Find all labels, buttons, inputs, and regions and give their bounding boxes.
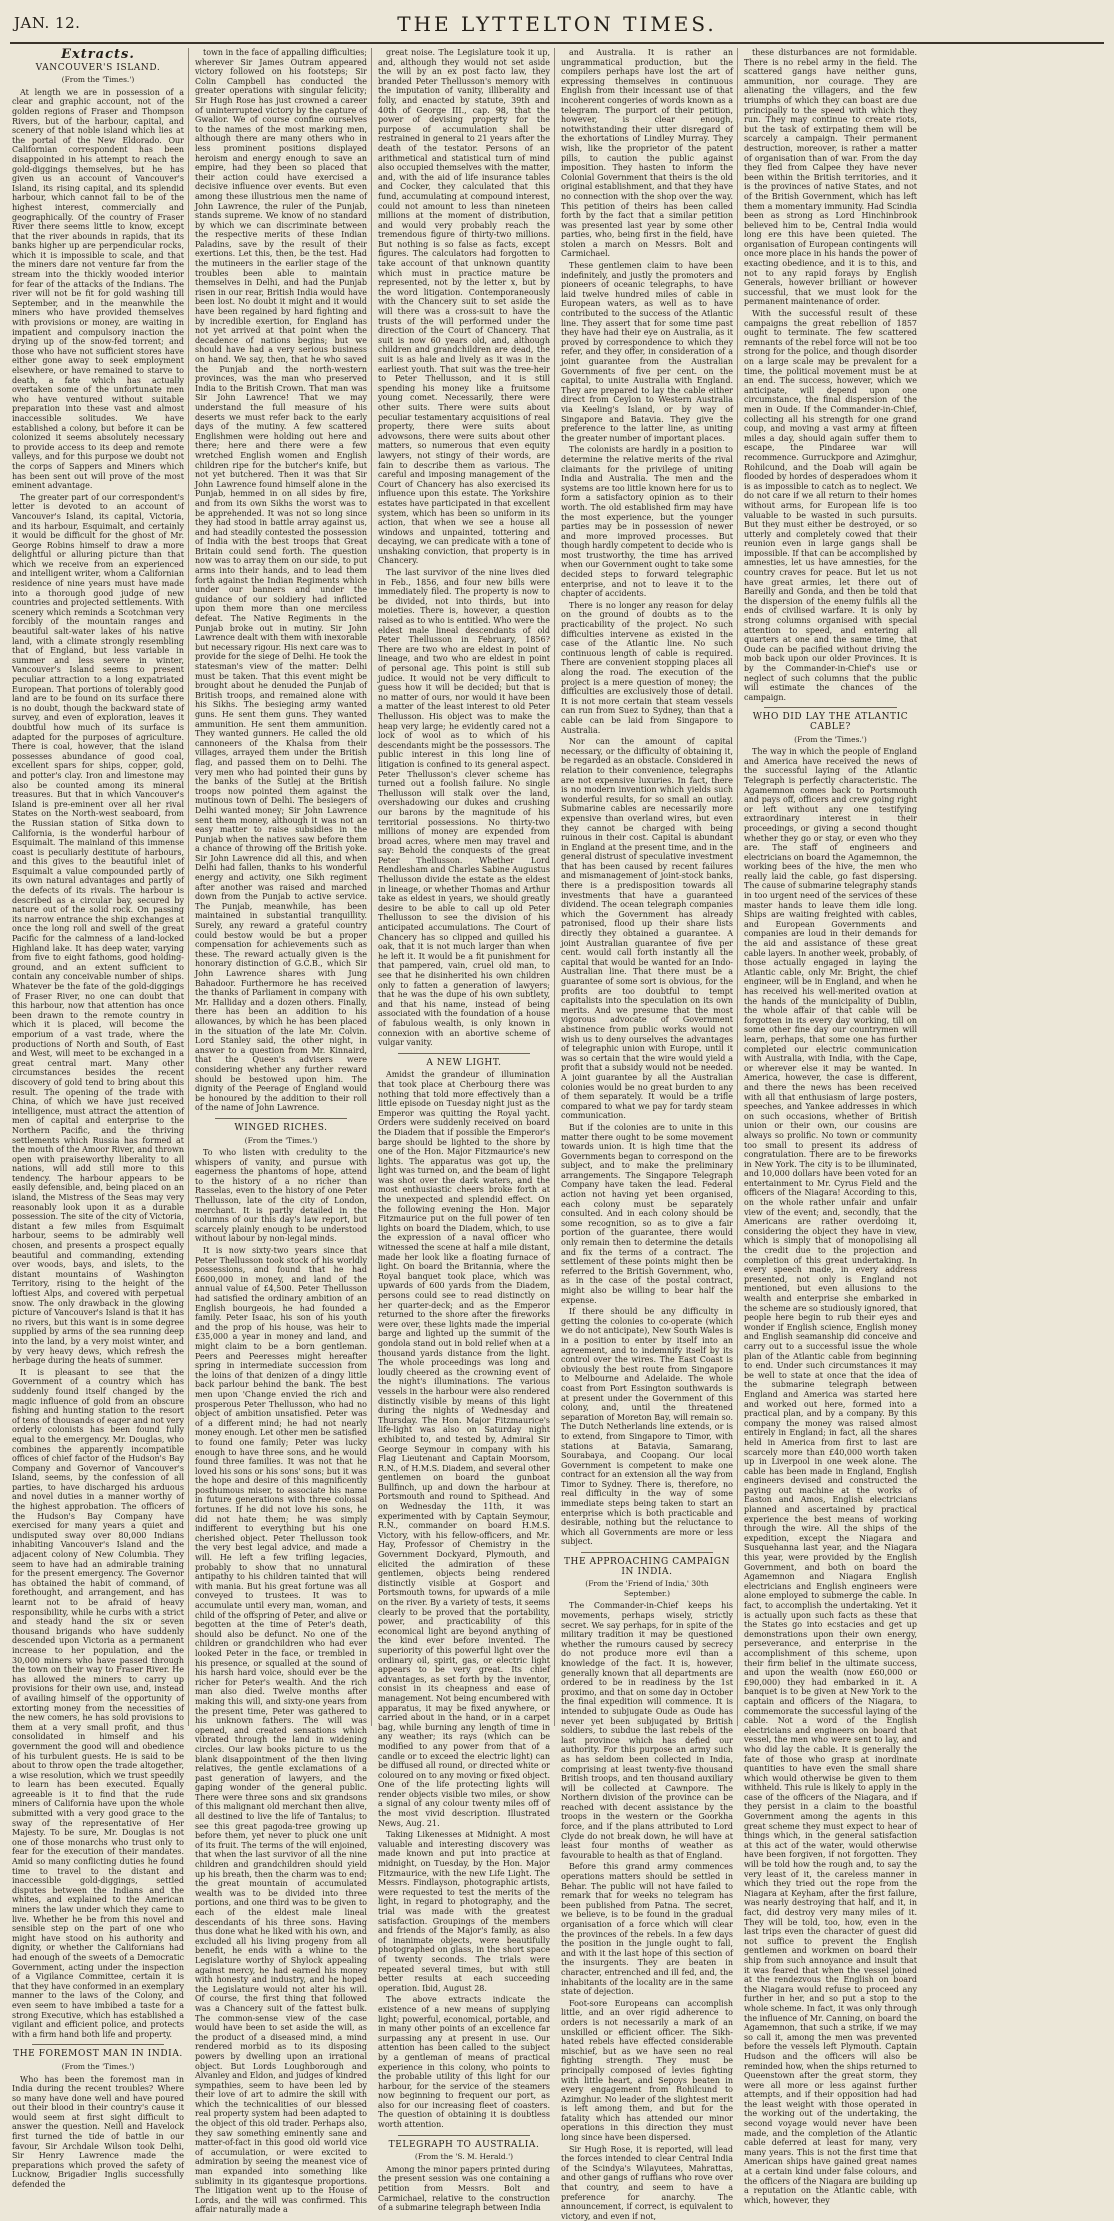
article-paragraph: There is no longer any reason for delay on the ground of doubts as to the practicability of the project. No such difficulties intervene as existed in the case of the Atlantic line. No such continuous length of cable is required. There are convenient stopping places all along the road. The execution of the project is a mere question of money; the difficulties are exclusively those of detail. It is not more certain that steam vessels can run from Suez to Sydney, than that a cable can be laid from Singapore to Australia. [561, 600, 733, 735]
article-paragraph: The last survivor of the nine lives died in Feb., 1856, and four new bills were immediately filed. The property is now to be divided, not into thirds, but into moieties. There is, however, a question raised as to who is entitled. Who were the eldest male lineal descendants of old Peter Thellusson in February, 1856? There are two who are eldest in point of lineage, and two who are eldest in point of personal age. This point is still sub judice. It would not be very difficult to guess how it will be decided; but that is no matter of ours, nor would it have been a matter of the least interest to old Peter Thellusson. His object was to make the heap very large; he evidently cared not a lock of wool as to which of his descendants might be the possessors. The public interest in this long line of litigation is confined to its general aspect. Peter Thellusson's clever scheme has turned out a foolish failure. No single Thellusson will stalk over the land, overshadowing our dukes and crushing our barons by the magnitude of his territorial possessions. No thirty-two millions of money are expended from broad acres, where men may travel and say: Behold the conquests of the great Peter Thellusson. Whether Lord Rendlesham and Charles Sabine Augustus Thellusson divide the estate as the eldest in lineage, or whether Thomas and Arthur take as eldest in years, we should greatly desire to be able to call up old Peter Thellusson to see the division of his anticipated accumulations. The Court of Chancery has so clipped and quilled his oak, that it is not much larger than when he left it. It would be a fit punishment for that pampered, vain, cruel old man, to see that he disinherited his own children only to fatten a generation of lawyers; that he was the dupe of his own subtlety, and that his name, instead of being associated with the foundation of a house of fabulous wealth, is only known in connexion with an abortive scheme of vulgar vanity. [378, 568, 551, 1048]
article-paragraph: great noise. The Legislature took it up, and, although they would not set aside the will by an ex post facto law, they branded Peter Thellusson's memory with the imputation of vanity, illiberality and folly, and enacted by statute, 39th and 40th of George III., cap. 98, that the power of devising property for the purpose of accumulation shall be restrained in general to 21 years after the death of the testator. Persons of an arithmetical and statistical turn of mind also occupied themselves with the matter, and, with the aid of life insurance tables and Cocker, they calculated that this fund, accumulating at compound interest, could not amount to less than nineteen millions at the moment of distribution, and would very probably reach the tremendous figure of thirty-two millions. But nothing is so false as facts, except figures. The calculators had forgotten to take account of that unknown quantity which must in practice mature be represented, not by the letter x, but by the word litigation. Contemporaneously with the Chancery suit to set aside the will there was a cross-suit to have the trusts of the will performed under the direction of the Court of Chancery. That suit is now 60 years old, and, although children and grandchildren are dead, the suit is as hale and lively as it was in the earliest youth. That suit was the tree-heir to Peter Thellusson, and it is still spending his money like a fruitsome young comet. Necessarily, there were other suits. There were suits about peculiar testamentary acquisitions of real property, there were suits about advowsons, there were suits about other matters, so numerous that even equity lawyers, not stingy of their words, are fain to describe them as various. The careful and imposing management of the Court of Chancery has also exercised its influence upon this estate. The Yorkshire estates have participated in that excellent system, which has been so uniform in its action, that when we see a house all windows and unpainted, tottering and decaying, we can predicate with a tone of unshaking conviction, that property is in Chancery. [378, 48, 550, 566]
section-divider [32, 2044, 164, 2045]
article-heading: THE FOREMOST MAN IN INDIA. [13, 2049, 183, 2060]
article-paragraph: Nor can the amount of capital necessary, or the difficulty of obtaining it, be regarded as an obstacle. Considered in relation to their convenience, telegraphs are not expensive luxuries. In fact, there is no modern invention which yields such wonderful results, for so small an outlay. Submarine cables are necessarily more expensive than overland wires, but even they cannot be charged with being ruinous in their cost. Capital is abundant in England at the present time, and in the general distrust of speculative investment that has been caused by recent failures and mismanagement of joint-stock banks, there is a predisposition towards all investments that have a guaranteed dividend. The ocean telegraph companies which the Government has already patronised, flood up their share lists directly they obtained a guarantee. A joint Australian guarantee of five per cent. would call forth instantly all the capital that would be wanted for an Indo-Australian line. That there must be a guarantee of some sort is obvious, for the profits are too doubtful to tempt capitalists into the speculation on its own merits. And we presume that the most vigorous advocate of Government abstinence from public works would not wish us to deny ourselves the advantages of telegraphic union with Europe, until it was so certain that the wire would yield a profit that a subsidy would not be needed. A joint guarantee by all the Australian colonies would be no great burden to any of them separately. It would be a trifle compared to what we pay for tardy steam communication. [561, 737, 733, 1121]
article-source: (From the 'Friend of India,' 30th September.) [585, 1579, 709, 1598]
article-paragraph: With the successful result of these campaigns the great rebellion of 1857 ought to terminate. The few scattered remnants of the rebel force will not be too strong for the police, and though disorder on a large scale may be prevalent for a time, the political movement must be at an end. The success, however, which we anticipate, will depend upon one circumstance, the final dispersion of the men in Oude. If the Commander-in-Chief, collecting all his strength for one grand coup, and moving a vast army at fifteen miles a day, should again suffer them to escape, the Pindaree war will recommence. Gurruckpore and Azimghur, Rohilcund, and the Doab will again be flooded by hordes of desperadoes whom it is as impossible to catch as to neglect. We do not care if we all return to their homes without arms, for European life is too valuable to be wasted in such pursuits. But they must either be destroyed, or so utterly and completely cowed that their reunion even in large gangs shall be impossible. If that can be accomplished by amnesties, let us have amnesties, for the country craves for peace. But let us not have great armies, let there out of Bareilly and Gonda, and then be told that the dispersion of the enemy fulfils all the ends of civilised warfare. It is only by strong columns organised with special attention to speed, and entering all quarters at one and the same time, that Oude can be pacified without driving the mob back upon our older Provinces. It is by the Commander-in-Chief's use or neglect of such columns that the public will estimate the chances of the campaign. [744, 309, 917, 702]
article-paragraph: Amidst the grandeur of illumination that took place at Cherbourg there was nothing that told more effectively than a little episode on Tuesday night just as the Emperor was quitting the Royal yacht. Orders were suddenly received on board the Diadem that if possible the Emperor's barge should be lighted to the shore by one of the Hon. Major Fitzmaurice's new lights. The apparatus was got up, the light was turned on, and the beam of light was shot over the dark waters, and the most enthusiastic cheers broke forth at the unexpected and splendid effect. On the following evening the Hon. Major Fitzmaurice put on the full power of ten lights on board the Diadem, which, to use the expression of a naval officer who witnessed the scene at half a mile distant, made her look like a floating furnace of light. On board the Britannia, where the Royal banquet took place, which was upwards of 600 yards from the Diadem, persons could see to read distinctly on her quarter-deck; and as the Emperor returned to the shore after the fireworks were over, these lights made the imperial barge and lighted up the summit of the gondola stand out in bold relief when at a thousand yards distance from the light. The whole proceedings was long and loudly cheered as the crowning event of the night's illuminations. The various vessels in the harbour were also rendered distinctly visible by means of this light during the nights of Wednesday and Thursday. The Hon. Major Fitzmaurice's life-light was also on Saturday night exhibited to, and tested by, Admiral Sir George Seymour in company with his Flag Lieutenant and Captain Moorsom, R.N., of H.M.S. Diadem, and several other gentlemen on board the gunboat Bullfinch, up and down the harbour at Portsmouth and round to Spithead. And on Wednesday the 11th, it was experimented with by Captain Seymour, R.N., commander on board H.M.S. Victory, with his fellow-officers, and Mr. Hay, Professor of Chemistry in the Government Dockyard, Plymouth, and elicited the admiration of these gentlemen, objects being rendered distinctly visible at Gosport and Portsmouth towns, for upwards of a mile on the river. By a variety of tests, it seems clearly to be proved that the portability, power, and practicability of this economical light are beyond anything of the kind ever before invented. The superiority of this powerful light over the ordinary oil, spirit, gas, or electric light appears to be very great. Its chief advantages, as set forth by the inventor, consist in its cheapness and ease of management. Not being encumbered with apparatus, it may be fixed anywhere, or carried about in the hand, or in a carpet bag, while burning any length of time in any weather; its rays (which can be modified to any power from that of a candle or to exceed the electric light) can be diffused all round, or directed white or coloured on to any moving or fixed object. One of the life protecting lights will render objects visible two miles, or show a signal of any colour twenty miles off of the most vivid description. Illustrated News, Aug. 21. [378, 1070, 550, 1828]
column-2 [195, 48, 372, 2215]
article-paragraph: town in the face of appalling difficulties; wherever Sir James Outram appeared victory followed on his footsteps; Sir Colin Campbell has conducted the greater operations with singular felicity; Sir Hugh Rose has just crowned a career of uninterrupted victory by the capture of Gwalior. We of course confine ourselves to the names of the most marking men, although there are many others who in less prominent positions displayed heroism and energy enough to save an empire, had they been so placed that their action could have exercised a decisive influence over events. But even among these illustrious men the name of John Lawrence, the ruler of the Punjab, stands supreme. We know of no standard by which we can discriminate between the respective merits of these Indian Paladins, save by the result of their exertions. Let this, then, be the test. Had the mutineers in the earlier stage of the troubles been able to maintain themselves in Delhi, and had the Punjab risen in our rear, British India would have been lost. No doubt it might and it would have been regained by hard fighting and by incredible exertion, for England has not yet arrived at that point when the decadence of nations begins; but we should have had a very serious business on hand. We say, then, that he who saved the Punjab and the north-western provinces, was the man who preserved India to the British Crown. That man was Sir John Lawrence! That we may understand the full measure of his deserts we must refer back to the early days of the mutiny. A few scattered Englishmen were holding out here and there; here and there were a few wretched English women and English children ripe for the butcher's knife, but not yet butchered. Then it was that Sir John Lawrence found himself alone in the Punjab, hemmed in on all sides by fire, and from its own Sikhs the worst was to be apprehended. It was not so long since they had stood in battle array against us, and had steadily contested the possession of India with the best troops that Great Britain could send forth. The question now was to array them on our side, to put arms into their hands, and to lead them forth against the Indian Regiments which under our banners and under the guidance of our soldiery had inflicted upon them more than one merciless defeat. The Native Regiments in the Punjab broke out in mutiny. Sir John Lawrence dealt with them with inexorable but necessary rigour. His next care was to provide for the siege of Delhi. He took the statesman's view of the matter: Delhi must be taken. That this event might be brought about he denuded the Punjab of British troops, and remained alone with his Sikhs. The besieging army wanted guns. He sent them guns. They wanted ammunition. He sent them ammunition. They wanted gunners. He called the old cannoneers of the Khalsa from their villages, arrayed them under the British flag, and passed them on to Delhi. The very men who had pointed their guns by the banks of the Sutlej at the British troops now pointed them against the mutinous town of Delhi. The besiegers of Delhi wanted money; Sir John Lawrence sent them money, although it was not an easy matter to raise subsidies in the Punjab when the natives saw before them a chance of throwing off the British yoke. Sir John Lawrence did all this, and when Delhi had fallen, thanks to his wonderful energy and activity, one Sikh regiment after another was raised and marched down from the Punjab to active service. The Punjab, meanwhile, has been maintained in substantial tranquillity. Surely, any reward a grateful country could bestow would be but a proper compensation for achievements such as these. The reward actually given is the honorary distinction of G.C.B., which Sir John Lawrence shares with Jung Bahadoor. Furthermore he has received the thanks of Parliament in company with Mr. Halliday and a dozen others. Finally, there has been an addition to his allowances, by which he has been placed in the situation of the late Mr. Colvin. Lord Stanley said, the other night, in answer to a question from Mr. Kinnaird, that the Queen's advisers were considering whether any further reward should be bestowed upon him. The dignity of the Peerage of England would be honoured by the addition to their roll of the name of John Lawrence. [195, 48, 367, 1113]
newspaper-title: THE LYTTELTON TIMES. [397, 12, 717, 36]
article-paragraph: The Commander-in-Chief keeps his movements, perhaps wisely, strictly secret. We say perhaps, for in spite of the military tradition it may be questioned whether the rumours caused by secrecy do not produce more evil than a knowledge of the fact. It is, however, generally known that all departments are ordered to be in readiness by the 1st proximo, and that on some day in October the final expedition will commence. It is intended to subjugate Oude as Oude has never yet been subjugated by British soldiers, to subdue the last rebels of the last province which has defied our authority. For this purpose an army such as has seldom been collected in India, comprising at least twenty-five thousand British troops, and ten thousand auxiliary will be collected at Cawnpore. The Northern division of the province can be reached with decent assistance by the troops in the western or the Goorkha force, and if the plans attributed to Lord Clyde do not break down, he will have at least four months of weather as favourable to health as that of England. [561, 1601, 733, 1860]
article-source: (From the 'S. M. Herald.') [414, 2152, 514, 2162]
article-paragraph: These gentlemen claim to have been indefinitely, and justly the promoters and pioneers of oceanic telegraphs, to have laid twelve hundred miles of cable in European waters, as well as to have contributed to the success of the Atlantic line. They assert that for some time past they have had their eye on Australia, as it proved by correspondence to which they refer, and they offer, in consideration of a joint guarantee from the Australian Governments of five per cent. on the capital, to unite Australia with England. They are prepared to lay the cable either direct from Ceylon to Western Australia via Keeling's Island, or by way of Singapore and Batavia. They give the preference to the latter line, as uniting the greater number of important places. [561, 261, 733, 443]
column-3 [378, 48, 555, 2213]
article-paragraph: Who has been the foremost man in India during the recent troubles? Where so many have done well and have poured out their blood in their country's cause it would seem at first sight difficult to answer the question. Neill and Havelock first turned the tide of battle in our favour, Sir Archdale Wilson took Delhi, Sir Henry Lawrence made the preparations which proved the safety of Lucknow, Brigadier Inglis successfully defended the [12, 2074, 184, 2190]
article-paragraph: Taking Likenesses at Midnight. A most valuable and interesting discovery was made known and put into practice at midnight, on Tuesday, by the Hon. Major Fitzmaurice, with the new Life Light. The Messrs. Findlayson, photographic artists, were requested to test the merits of the light, in regard to photography, and the trial was made with the greatest satisfaction. Groupings of the members and friends of the Major's family, as also of inanimate objects, were beautifully photographed on glass, in the short space of twenty seconds. The trials were repeated several times, but with still better results at each succeeding operation. Ibid, August 28. [378, 1830, 550, 1993]
article-heading: VANCOUVER'S ISLAND. [35, 62, 161, 73]
article-paragraph: The above extracts indicate the existence of a new means of supplying light; powerful, economical, portable, and in many other points of an excellence far surpassing any at present in use. Our attention has been called to the subject by a gentleman of means of practical experience in this colony, who points to the probable utility of this light for our harbour, for the service of the steamers now beginning to frequent our port, as also for our increasing fleet of coasters. The question of obtaining it is doubtless worth attention. [378, 1995, 550, 2130]
column-4 [561, 48, 738, 2221]
article-paragraph: At length we are in possession of a clear and graphic account, not of the golden regions of Fraser and Thompson Rivers, but of the harbour, capital, and scenery of that noble island which lies at the portal of the New Eldorado. Our Californian correspondent has been disappointed in his attempt to reach the gold-diggings themselves, but he has given us an account of Vancouver's Island, its rising capital, and its splendid harbour, which cannot fail to be of the highest interest, commercially and geographically. Of the country of Fraser River there seems little to know, except that the river abounds in rapids, that its banks higher up are perpendicular rocks, which it is impossible to scale, and that the miners dare not venture far from the stream into the thickly wooded interior for fear of the attacks of the Indians. The river will not be fit for gold washing till September, and in the meanwhile the miners who have provided themselves with provisions or money, are waiting in impatient and compulsory inaction the drying up of the snow-fed torrent; and those who have not sufficient stores have either gone away to seek employment elsewhere, or have remained to starve to death, a fate which has actually overtaken some of the unfortunate men who have ventured without suitable preparation into these vast and almost inaccessible solitudes. We have established a colony, but before it can be colonized it seems absolutely necessary to provide access to its deep and remote valleys, and for this purpose we doubt not the corps of Sappers and Miners which has been sent out will prove of the most eminent advantage. [12, 87, 184, 491]
masthead [0, 0, 1114, 44]
article-paragraph: these disturbances are not formidable. There is no rebel army in the field. The scattered gangs have neither guns, ammunition, nor courage. They are alienating the villagers, and the few triumphs of which they can boast are due principally to the speed with which they run. They may continue to create riots, but the task of extirpating them will be scarcely a campaign. Their permanent destruction, moreover, is rather a matter of organisation than of war. From the day they fled from Calpee they have never been within the British territories, and it is the provinces of native States, and not of the British Government, which has left them a momentary immunity. Had Scindia been as strong as Lord Hinchinbrook believed him to be, Central India would long ere this have been quieted. The organisation of European contingents will once more place in his hands the power of exacting obedience, and it is to this, and not to any rapid forays by English Generals, however brilliant or however successful, that we must look for the permanent maintenance of order. [744, 48, 917, 307]
section-heading: Extracts. [61, 47, 135, 62]
article-source: (From the 'Times.') [61, 75, 135, 85]
article-source: (From the 'Times.') [794, 734, 867, 744]
article-paragraph: Sir Hugh Rose, it is reported, will lead the forces intended to clear Central India of the Scindya's Wilayutees, Mahrattas, and other gangs of ruffians who rove over that country, and seem to have a preference for anarchy. The announcement, if correct, is equivalent to victory, and even if not, [561, 2144, 733, 2221]
article-heading: WHO DID LAY THE ATLANTIC CABLE? [752, 712, 909, 732]
article-paragraph: and Australia. It is rather an ungrammatical production, but the compilers perhaps have lost the art of expressing themselves in continuous English from their incessant use of that incoherent congeries of words known as a telegram. The purport of their petition, however, is clear enough, notwithstanding their utter disregard of the exhortations of Lindley Murray. They wish, like the proprietor of the patent pills, to caution the public against imposition. They hasten to inform the Colonial Government that theirs is the old original establishment, and that they have no connection with the shop over the way. This petition of theirs has been called forth by the fact that a similar petition was presented last year by some other parties, who, being first in the field, have stolen a march on Messrs. Bolt and Carmichael. [561, 48, 733, 259]
article-paragraph: To who listen with credulity to the whispers of vanity, and pursue with eagerness the phantoms of hope, attend to the history of a no richer than Rasselas, even to the history of one Peter Thellusson, late of the city of London, merchant. It is partly detailed in the columns of our this day's law report, but scarcely plainly enough to be understood without labour by non-legal minds. [195, 1148, 367, 1244]
column-1 [12, 47, 189, 2190]
article-paragraph: Before this grand army commences operations matters should be settled in Behar. The public will not have failed to remark that for weeks no telegram has been published from Patna. The secret, we believe, is to be found in the gradual organisation of a force which will clear the provinces of the rebels. In a few days the position in the jungle ought to fall, and with it the last hope of this section of the insurgents. They are beaten in character, entrenched and ill fed, and, the inhabitants of the locality are in the same state of dejection. [561, 1862, 733, 1997]
article-heading: TELEGRAPH TO AUSTRALIA. [388, 2139, 540, 2150]
issue-date: JAN. 12. [14, 14, 81, 32]
article-heading: WINGED RICHES. [234, 1122, 328, 1133]
article-paragraph: The way in which the people of England and America have received the news of the successful laying of the Atlantic Telegraph is perfectly characteristic. The Agamemnon comes back to Portsmouth and pays off, officers and crew going right or left without any one testifying extraordinary interest in their proceedings, or giving a second thought whether they go or stay, or even who they are. The staff of engineers and electricians on board the Agamemnon, the working bees of the hive, the men who really laid the cable, go fast dispersing. The cause of submarine telegraphy stands in too urgent need of the services of these master hands to leave them idle long. Ships are waiting freighted with cables, and European Governments and companies are loud in their demands for the aid and assistance of these great cable layers. In another week, probably, of those actually engaged in laying the Atlantic cable, only Mr. Bright, the chief engineer, will be in England, and when he has received his well-merited ovation at the hands of the municipality of Dublin, the whole affair of that cable will be forgotten in its every day working, till on some other fine day our countrymen will learn, perhaps, that some one has further completed our electric communication with Australia, with India, with the Cape, or wherever else it may be wanted. In America, however, the case is different, and there the news has been received with all that enthusiasm of large posters, speeches, and Yankee addresses in which on such occasions, whether of British union or their own, our cousins are always so prolific. No town or community too small to present its address of congratulation. There are to be fireworks in New York. The city is to be illuminated, and 10,000 dollars have been voted for an entertainment to Mr. Cyrus Field and the officers of the Niagara! According to this, on the whole rather unfair and unfair view of the event; and, secondly, that the Americans are rather overdoing it, considering the object they have in view, which is simply that of monopolising all the credit due to the projection and completion of this great undertaking. In every speech made, in every address presented, not only is England not mentioned, but even allusions to the wealth and enterprise she embarked in the scheme are so studiously ignored, that people here begin to rub their eyes and wonder if English science, English money and English seamanship did conceive and carry out to a successful issue the whole plan of the Atlantic cable from beginning to end. Under such circumstances it may be well to state at once that the idea of the submarine telegraph between England and America was started here and worked out here, formed into a practical plan, and by a company. By this company the money was raised almost entirely in England; in fact, all the shares held in America from first to last are scarcely more than £40,000 worth taken up in Liverpool in one week alone. The cable has been made in England, English engineers devised and constructed the paying out machine at the works of Easton and Amos, English electricians planned and ascertained by practical experience the best means of working through the wire. All the ships of the expedition, except the Niagara and Susquehanna last year, and the Niagara this year, were provided by the English Government, and both on board the Agamemnon and Niagara English electricians and English engineers were alone employed to submerge the cable. In fact, to accomplish the undertaking. Yet it is actually upon such facts as these that the States go into ecstacies and get up demonstrations upon their own energy, perseverance, and enterprise in the accomplishment of this scheme, upon their firm belief in the ultimate success, and upon the wealth (now £60,000 or £90,000) they had embarked in it. A banquet is to be given at New York to the captain and officers of the Niagara, to commemorate the successful laying of the cable. Not a word of the English electricians and engineers on board that vessel, the men who were sent to lay, and who did lay the cable. It is generally the fate of those who grasp at inordinate quantities to have even the small share which would otherwise be given to them withheld. This rule is likely to apply in the case of the officers of the Niagara, and if they persist in a claim to the boastful Government among the agents in this great scheme they must expect to hear of things which, in the general satisfaction at this act of the water, would otherwise have been forgiven, if not forgotten. They will be told how the rough and, to say the very least of it, the careless manner in which they tried out the rope from the Niagara at Keyham, after the first failure, was nearly destroying that half, and it, in fact, did destroy very many miles of it. They will be told, too, how, even in the last trips even the character of guest did not suffice to prevent the English gentlemen and workmen on board their ship from such annoyance and insult that it was feared that when the vessel joined at the rendezvous the English on board the Niagara would refuse to proceed any further in her, and so put a stop to the whole scheme. In fact, it was only through the influence of Mr. Canning, on board the Agamemnon, that such a strike, if we may so call it, among the men was prevented before the vessels left Plymouth. Captain Hudson and the officers will also be reminded how, when the ships returned to Queenstown after the great storm, they were all more or less against further attempts, and if their opposition had had the least weight with those operated in the working out of the undertaking, the second voyage would never have been made, and the completion of the Atlantic cable deferred at least for many, very many years. This is not the first time that American ships have gained great names at a certain kind under false colours, and the officers of the Niagara are building up a reputation on the Atlantic cable, with which, however, they [744, 747, 917, 2205]
article-paragraph: It is pleasant to see that the Government of a country which has suddenly found itself changed by the magic influence of gold from an obscure fishing and hunting station to the resort of tens of thousands of eager and not very orderly colonists has been found fully equal to the emergency. Mr. Douglas, who combines the apparently incompatible offices of chief factor of the Hudson's Bay Company and Governor of Vancouver's Island, seems, by the confession of all parties, to have discharged his arduous and novel duties in a manner worthy of the highest approbation. The officers of the Hudson's Bay Company have exercised for many years a quiet and undisputed sway over 80,000 Indians inhabiting Vancouver's Island and the adjacent colony of New Columbia. They seem to have had an admirable training for the present emergency. The Governor has obtained the habit of command, of forethought, and arrangement, and has learnt not to be afraid of heavy responsibility, while he curbs with a strict and steady hand the six or seven thousand brigands who have suddenly descended upon Victoria as a permanent increase to her population, and the 30,000 miners who have passed through the town on their way to Fraser River. He has allowed the miners to carry up provisions for their own use, and, instead of availing himself of the opportunity of extorting money from the necessities of the new comers, he has sold provisions to them at a very small profit, and thus consolidated in himself and his government the good will and obedience of his turbulent guests. He is said to be about to throw open the trade altogether, a wise resolution, which we trust speedily to learn has been executed. Equally agreeable is it to find that the rude miners of California have upon the whole submitted with a very good grace to the sway of the representative of Her Majesty. To be sure, Mr. Douglas is not one of those monarchs who trust only to fear for the execution of their mandates. Amid so many conflicting duties he found time to travel to the distant and inaccessible gold-diggings, settled disputes between the Indians and the whites, and explained to the American miners the law under which they came to live. Whether he be from this novel and sensible step on the part of one who might have stood on his authority and dignity, or whether the Californians had had enough of the sweets of a Democratic Government, acting under the inspection of a Vigilance Committee, certain it is that they have conformed in an exemplary manner to the laws of the Colony, and even seem to have imbibed a taste for a strong Executive, which has established a vigilant and efficient police, and protects with a firm hand both life and property. [12, 1367, 184, 2039]
article-paragraph: Among the minor papers printed during the present session was one containing a petition from Messrs. Bolt and Carmichael, relative to the construction of a submarine telegraph between India [378, 2164, 550, 2213]
article-paragraph: If there should be any difficulty in getting the colonies to co-operate (which we do not anticipate), New South Wales is in a position to enter by itself into an agreement, and to indemnify itself by its control over the wires. The East Coast is obviously the best route from Singapore to Melbourne and Adelaide. The whole coast from Port Essington southwards is at present under the Government of this colony, and, until the threatened separation of Moreton Bay, will remain so. The Dutch Netherlands line extends, or is to extend, from Singapore to Timor, with stations at Batavia, Samarang, Sourabaya, and Coopang. Our local Government is competent to make one contract for an extension all the way from Timor to Sydney. There is, therefore, no real difficulty in the way of some immediate steps being taken to start an enterprise which is both practicable and desirable, nothing but the reluctance to which all Governments are more or less subject. [561, 1307, 733, 1547]
article-paragraph: It is now sixty-two years since that Peter Thellusson took stock of his worldly possessions, and found that he had £600,000 in money, and land of the annual value of £4,500. Peter Thellusson had satisfied the ordinary ambition of an English bourgeois, he had founded a family. Peter Isaac, his son of his youth and the prop of his house, was heir to £35,000 a year in money and land, and might claim to be a born gentleman. Peers and Peeresses might hereafter spring in intermediate succession from the loins of that denizen of a dingy little back parlour behind the bank. The best men upon 'Change envied the rich and prosperous Peter Thellusson, who had no object of ambition unsatisfied. Peter was of a different mind; he had not nearly money enough. Let other men be satisfied to found one family; Peter was lucky enough to have three sons, and he would found three families. It was not that he loved his sons or his sons' sons; but it was the hope and desire of this magnificently posthumous miser, to associate his name in future generations with three colossal fortunes. If he did not love his sons, he did not hate them; he was simply indifferent to everything but his one cherished object. Peter Thellusson took the very best legal advice, and made a will. He left a few trifling legacies, probably to show that no unnatural antipathy to his children tainted that will with mania. But his great fortune was all conveyed to trustees. It was to accumulate until every man, woman, and child of the offspring of Peter, and alive or begotten at the time of Peter's death, should also be defunct. No one of the children or grandchildren who had ever looked Peter in the face, or trembled in his presence, or squalled at the sound of his harsh hard voice, should ever be the richer for Peter's wealth. And the rich man also died. Twelve months after making this will, and sixty-one years from the present time, Peter was gathered to his unknown fathers. The will was opened, and created sensations which vibrated through the land in widening circles. Our law books picture to us the blank disappointment of the then living relatives, the gentle exclamations of a past generation of lawyers, and the gaping wonder of the general public. There were three sons and six grandsons of this malignant old merchant then alive, all destined to live the life of Tantalus; to see this great pagoda-tree growing up before them, yet never to pluck one unit of its fruit. The terms of the will enjoined, that when the last survivor of all the nine children and grandchildren should yield up his breath, then the charm was to end; the great mountain of accumulated wealth was to be divided into three portions, and one third was to be given to each of the eldest male lineal descendants of his three sons. Having thus done what he liked with his own, and excluded all his living progeny from all benefit, he ends with a whine to the Legislature worthy of Shylock appealing against mercy, he had earned his money with honesty and industry, and he hoped the Legislature would not alter his will. Of course, the first thing that followed was a Chancery suit of the fattest bulk. The common-sense view of the case would have been to set aside the will, as the product of a diseased mind, a mind rendered morbid as to its disposing powers by dwelling upon an irrational object. But Lords Loughborough and Alvanley and Eldon, and judges of kindred sympathies, seem to have been led by their love of art to admire the skill with which the technicalities of our blessed real property system had been adapted to the object of this old trader. Perhaps also, they saw something eminently sane and matter-of-fact in this good old world vice of accumulation, or were excited to admiration by seeing the meanest vice of man expanded into something like sublimity in its gigantesque proportions. The litigation went up to the House of Lords, and the will was confirmed. This affair naturally made a [195, 1246, 367, 2215]
section-divider [215, 1118, 347, 1119]
column-5 [744, 48, 921, 2205]
article-paragraph: The colonists are hardly in a position to determine the relative merits of the rival claimants for the privilege of uniting India and Australia. The men and the systems are too little known here for us to form a satisfactory opinion as to their worth. The old established firm may have the most experience, but the younger parties may be in possession of newer and more improved processes. But though hardly competent to decide who is most trustworthy, the time has arrived when our Government ought to take some decided steps to forward telegraphic enterprise, and not to leave it to the chapter of accidents. [561, 445, 733, 599]
article-paragraph: But if the colonies are to unite in this matter there ought to be some movement towards union. It is high time that the Governments began to correspond on the subject, and to make the preliminary arrangements. The Singapore Telegraph Company have taken the lead. Federal action not having yet been organised, each colony must be separately consulted. And in each colony should be some recognition, so as to give a fair portion of the guarantee, there would only remain then to determine the details and fix the terms of a contract. The settlement of these points might then be referred to the British Government, who, as in the case of the postal contract, might also be willing to bear half the expense. [561, 1122, 733, 1305]
section-divider [764, 707, 897, 708]
section-divider [398, 2135, 530, 2136]
columns-container [12, 47, 1104, 2221]
article-heading: A NEW LIGHT. [426, 1057, 502, 1068]
section-divider [581, 1552, 713, 1553]
section-divider [398, 1053, 530, 1054]
article-paragraph: The greater part of our correspondent's letter is devoted to an account of Vancouver's Island, its capital, Victoria, and its harbour, Esquimalt, and certainly it would be difficult for the ghost of Mr. George Robins himself to draw a more delightful or alluring picture than that which we receive from an experienced and intelligent writer, whom a Californian residence of nine years must have made into a thorough good judge of new countries and projected settlements. With scenery which reminds a Scotchman very forcibly of the mountain ranges and beautiful salt-water lakes of his native land, with a climate strongly resembling that of England, but less variable in summer and less severe in winter, Vancouver's Island seems to present peculiar attraction to a long expatriated European. That portions of tolerably good land are to be found on its surface there is no doubt, though the backward state of survey, and even of exploration, leaves it doubtful how much of its surface is adapted for the purposes of agriculture. There is coal, however, that the island possesses abundance of good coal, excellent spars for ships, copper, gold, and potter's clay. Iron and limestone may also be counted among its mineral treasures. But that in which Vancouver's Island is pre-eminent over all her rival States on the North-west seaboard, from the Russian station of Sitka down to California, is the wonderful harbour of Esquimalt. The mainland of this immense coast is peculiarly destitute of harbours, and this gives to the beautiful inlet of Esquimalt a value compounded partly of its own natural advantages and partly of the defects of its rivals. The harbour is described as a circular bay, secured by nature out of the solid rock. On passing its narrow entrance the ship exchanges at once the long roll and swell of the great Pacific for the calmness of a land-locked Highland lake. It has deep water, varying from five to eight fathoms, good holding-ground, and an extent sufficient to contain any conceivable number of ships. Whatever be the fate of the gold-diggings of Fraser River, no one can doubt that this harbour, now that attention has once been drawn to the remote country in which it is placed, will become the emporium of a vast trade, where the productions of North and South, of East and West, will meet to be exchanged in a great central mart. Many other circumstances besides the recent discovery of gold tend to bring about this result. The opening of the trade with China, of which we have just received intelligence, must attract the attention of men of capital and enterprise to the Northern Pacific, and the thriving settlements which Russia has formed at the mouth of the Amoor River, and thrown open with praiseworthy liberality to all nations, will add still more to this tendency. The harbour appears to be easily defensible, and, being placed on an island, the Mistress of the Seas may very reasonably look upon it as a durable possession. The site of the city of Victoria, distant a few miles from Esquimalt harbour, seems to be admirably well chosen, and presents a prospect equally beautiful and commanding, extending over woods, bays, and islets, to the distant mountains of Washington Territory, rising to the height of the loftiest Alps, and covered with perpetual snow. The only drawback in the glowing picture of Vancouver's Island is that it has no rivers, but this want is in some degree supplied by arms of the sea running deep into the land, by a very moist winter, and by very heavy dews, which refresh the herbage during the heats of summer. [12, 492, 184, 1366]
article-source: (From the 'Times.') [61, 2061, 135, 2071]
article-paragraph: Foot-sore Europeans can accomplish little, and an over rigid adherence to orders is not necessarily a mark of an unskilled or efficient officer. The Sikh-hated rebels have effected considerable mischief, but as we have seen no real fighting strength. They must be principally composed of levies fighting with little heart, and Sepoys beaten in every engagement from Rohilcund to Azimghur. No leader of the slightest merit is left among them, and but for the fatality which has attended our minor operations in this direction they must long since have been dispersed. [561, 1998, 733, 2143]
header-rule [10, 42, 1104, 44]
article-source: (From the 'Times.') [244, 1135, 318, 1145]
article-heading: THE APPROACHING CAMPAIGN IN INDIA. [563, 1557, 731, 1577]
